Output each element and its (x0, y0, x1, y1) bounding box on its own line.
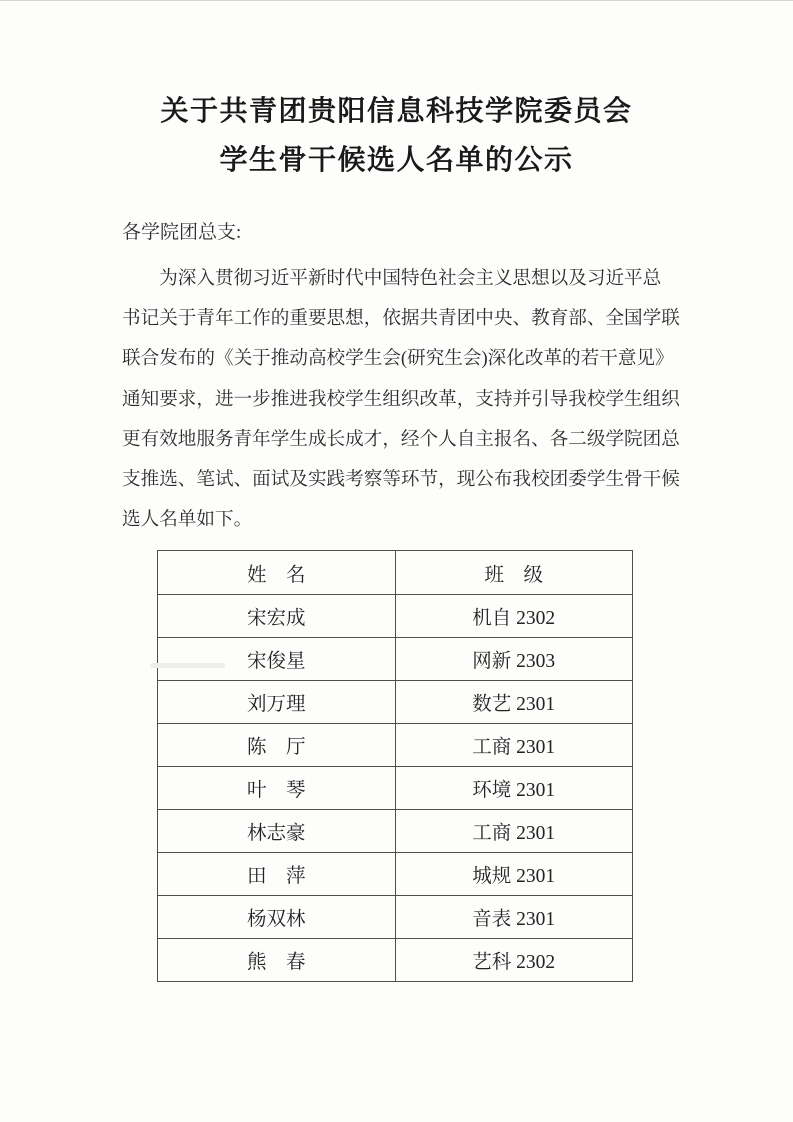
body-line: 为深入贯彻习近平新时代中国特色社会主义思想以及习近平总 (159, 268, 662, 289)
class-cell: 机自 2302 (395, 595, 633, 638)
body-line: 支推选、笔试、面试及实践考察等环节，现公布我校团委学生骨干候 (122, 469, 680, 491)
class-cell: 环境 2301 (395, 767, 633, 810)
name-cell: 宋俊星 (158, 638, 396, 681)
name-cell: 陈 厅 (158, 724, 396, 767)
scan-smudge-artifact (150, 663, 225, 668)
table-row (158, 724, 633, 767)
name-cell: 田 萍 (158, 853, 396, 896)
table-row (158, 853, 633, 896)
candidates-table (157, 550, 633, 982)
class-cell: 城规 2301 (395, 853, 633, 896)
table-row (158, 896, 633, 939)
name-cell: 林志豪 (158, 810, 396, 853)
document-title-line2: 学生骨干候选人名单的公示 (219, 145, 574, 176)
name-cell: 杨双林 (158, 896, 396, 939)
body-line: 选人名单如下。 (122, 509, 253, 531)
body-line: 更有效地服务青年学生成长成才，经个人自主报名、各二级学院团总 (122, 428, 680, 450)
document-title-line1: 关于共青团贵阳信息科技学院委员会 (160, 96, 633, 127)
body-line: 通知要求，进一步推进我校学生组织改革，支持并引导我校学生组织 (122, 388, 680, 410)
name-cell: 叶 琴 (158, 767, 396, 810)
name-cell: 刘万理 (158, 681, 396, 724)
table-header-row (158, 551, 633, 595)
name-cell: 熊 春 (158, 939, 396, 982)
table-row (158, 595, 633, 638)
class-cell: 工商 2301 (395, 724, 633, 767)
body-paragraph (122, 259, 684, 540)
class-cell: 音表 2301 (395, 896, 633, 939)
table-row (158, 681, 633, 724)
salutation: 各学院团总支: (122, 222, 242, 243)
table-row (158, 939, 633, 982)
column-header-class: 班 级 (395, 551, 633, 595)
body-line: 联合发布的《关于推动高校学生会(研究生会)深化改革的若干意见》 (122, 348, 674, 370)
class-cell: 网新 2303 (395, 638, 633, 681)
table-row (158, 767, 633, 810)
table-row (158, 810, 633, 853)
body-line: 书记关于青年工作的重要思想，依据共青团中央、教育部、全国学联 (122, 308, 680, 330)
class-cell: 工商 2301 (395, 810, 633, 853)
column-header-name: 姓 名 (158, 551, 396, 595)
name-cell: 宋宏成 (158, 595, 396, 638)
class-cell: 数艺 2301 (395, 681, 633, 724)
document-title (0, 1, 793, 185)
class-cell: 艺科 2302 (395, 939, 633, 982)
table-row (158, 638, 633, 681)
